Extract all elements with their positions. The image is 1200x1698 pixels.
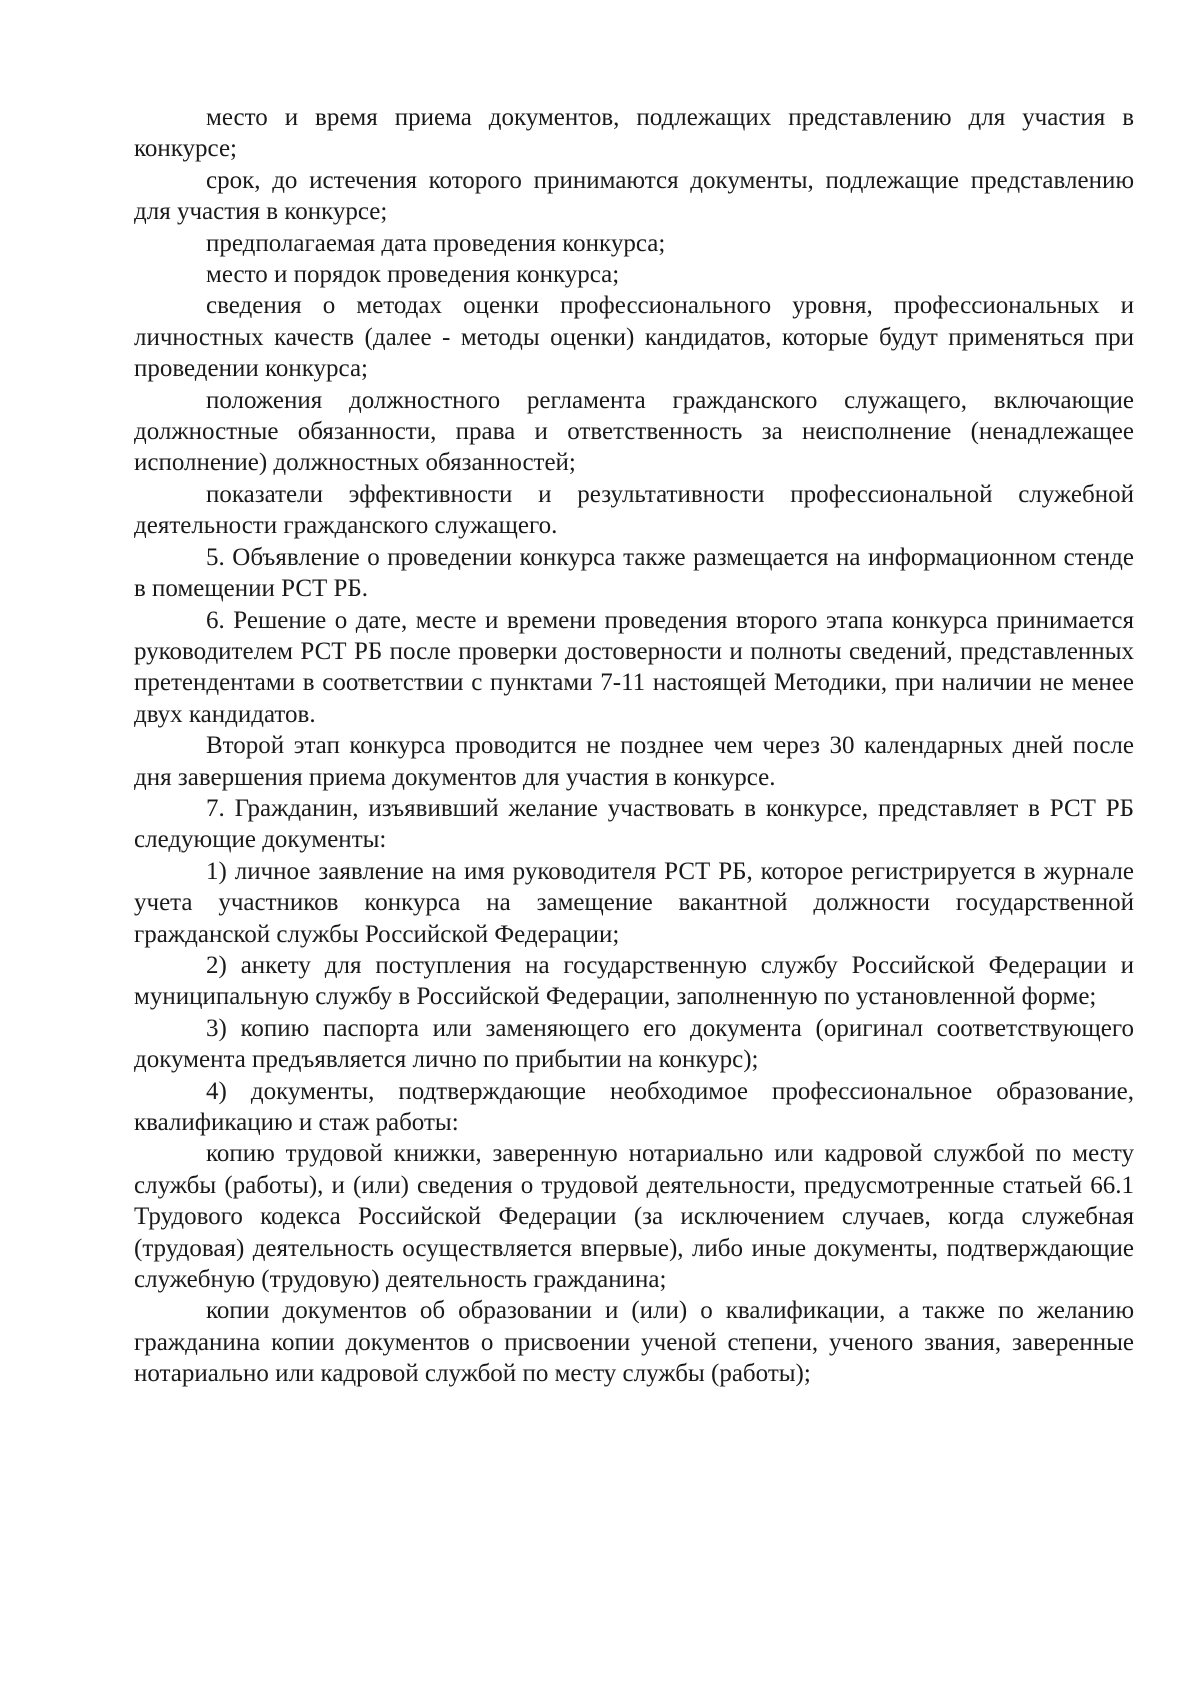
paragraph-3: предполагаемая дата проведения конкурса; [206, 229, 666, 257]
document-page [134, 102, 1134, 1390]
paragraph-17: копии документов об образовании и (или) о квалификации, а также по желанию гражданина копии документов о присвоении ученой степени, ученого звания, заверенные нотариально или кадровой службой по месту службы (работы); [134, 1297, 1134, 1388]
paragraph-9: 6. Решение о дате, месте и времени проведения второго этапа конкурса принимается руководителем РСТ РБ после проверки достоверности и полноты сведений, представленных претендентами в соответствии с пунктами 7-11 настоящей Методики, при наличии не менее двух кандидатов. [134, 606, 1134, 728]
paragraph-12: 1) личное заявление на имя руководителя РСТ РБ, которое регистрируется в журнале учета участников конкурса на замещение вакантной должности государственной гражданской службы Российской Федерации; [134, 857, 1134, 948]
paragraph-15: 4) документы, подтверждающие необходимое профессиональное образование, квалификацию и стаж работы: [134, 1077, 1134, 1136]
paragraph-1: место и время приема документов, подлежащих представлению для участия в конкурсе; [134, 104, 1134, 163]
paragraph-11: 7. Гражданин, изъявивший желание участвовать в конкурсе, представляет в РСТ РБ следующие документы: [134, 794, 1134, 854]
paragraph-4: место и порядок проведения конкурса; [206, 261, 620, 289]
paragraph-13: 2) анкету для поступления на государственную службу Российской Федерации и муниципальную службу в Российской Федерации, заполненную по установленной форме; [134, 951, 1134, 1011]
paragraph-8: 5. Объявление о проведении конкурса также размещается на информационном стенде в помещении РСТ РБ. [134, 543, 1134, 603]
paragraph-5: сведения о методах оценки профессионального уровня, профессиональных и личностных качеств (далее - методы оценки) кандидатов, которые будут применяться при проведении конкурса; [134, 292, 1134, 383]
paragraph-7: показатели эффективности и результативности профессиональной служебной деятельности гражданского служащего. [134, 480, 1134, 540]
paragraph-14: 3) копию паспорта или заменяющего его документа (оригинал соответствующего документа предъявляется лично по прибытии на конкурс); [134, 1014, 1134, 1074]
paragraph-6: положения должностного регламента гражданского служащего, включающие должностные обязанности, права и ответственность за неисполнение (ненадлежащее исполнение) должностных обязанностей; [134, 386, 1134, 477]
paragraph-16: копию трудовой книжки, заверенную нотариально или кадровой службой по месту службы (работы), и (или) сведения о трудовой деятельности, предусмотренные статьей 66.1 Трудового кодекса Российской Федерации (за исключением случаев, когда служебная (трудовая) деятельность осуществляется впервые), либо иные документы, подтверждающие служебную (трудовую) деятельность гражданина; [134, 1140, 1134, 1294]
paragraph-10: Второй этап конкурса проводится не позднее чем через 30 календарных дней после дня завершения приема документов для участия в конкурсе. [134, 732, 1134, 791]
paragraph-2: срок, до истечения которого принимаются документы, подлежащие представлению для участия в конкурсе; [134, 166, 1134, 226]
